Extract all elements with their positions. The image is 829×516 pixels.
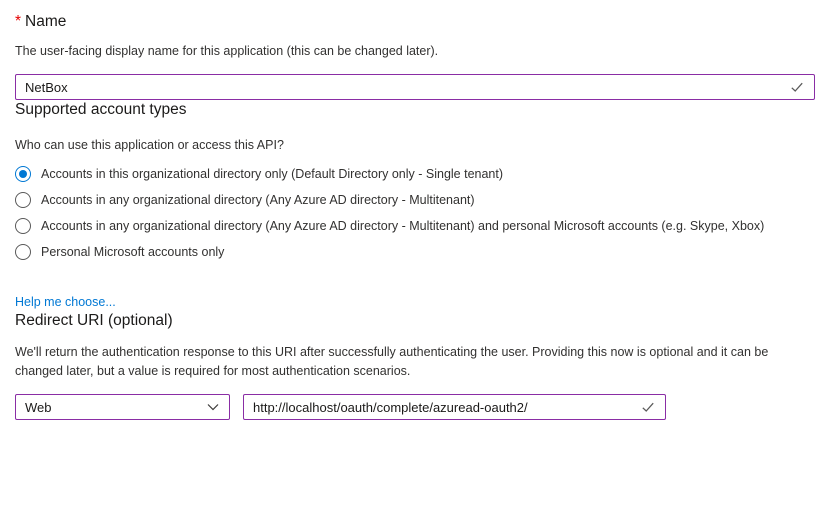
radio-option-multitenant-personal[interactable] xyxy=(15,217,815,234)
redirect-uri-description: We'll return the authentication response to this URI after successfully authenticating the user. Providing this now is optional and it can be changed later, but a value is required for most authentication scenarios. xyxy=(15,345,769,378)
radio-option-multitenant[interactable] xyxy=(15,191,815,208)
radio-option-single-tenant[interactable] xyxy=(15,165,815,182)
redirect-uri-row xyxy=(15,394,815,420)
redirect-uri-input[interactable] xyxy=(243,394,666,420)
name-input[interactable] xyxy=(15,74,815,100)
radio-button-icon xyxy=(15,192,31,208)
radio-button-icon xyxy=(15,218,31,234)
radio-button-icon xyxy=(15,166,31,182)
required-asterisk: * xyxy=(15,13,22,30)
radio-option-label: Accounts in any organizational directory (Any Azure AD directory - Multitenant) and personal Microsoft accounts (e.g. Skype, Xbox) xyxy=(41,218,765,233)
name-input-wrap xyxy=(15,74,815,100)
name-title: Name xyxy=(25,13,67,30)
name-field-label xyxy=(15,12,815,31)
account-types-title: Supported account types xyxy=(15,101,187,118)
radio-button-icon xyxy=(15,244,31,260)
platform-select-value: Web xyxy=(25,399,52,415)
redirect-uri-input-wrap xyxy=(243,394,666,420)
account-types-radio-group xyxy=(15,165,815,260)
help-me-choose-link[interactable]: Help me choose... xyxy=(15,295,116,309)
radio-option-label: Accounts in this organizational directory only (Default Directory only - Single tenant) xyxy=(41,166,504,181)
radio-option-label: Accounts in any organizational directory (Any Azure AD directory - Multitenant) xyxy=(41,192,475,207)
redirect-uri-title: Redirect URI (optional) xyxy=(15,312,173,329)
radio-option-label: Personal Microsoft accounts only xyxy=(41,244,225,259)
chevron-down-icon xyxy=(205,399,221,415)
radio-option-personal-only[interactable] xyxy=(15,243,815,260)
platform-select[interactable] xyxy=(15,394,230,420)
name-description: The user-facing display name for this application (this can be changed later). xyxy=(15,44,439,58)
account-types-question: Who can use this application or access this API? xyxy=(15,138,284,152)
